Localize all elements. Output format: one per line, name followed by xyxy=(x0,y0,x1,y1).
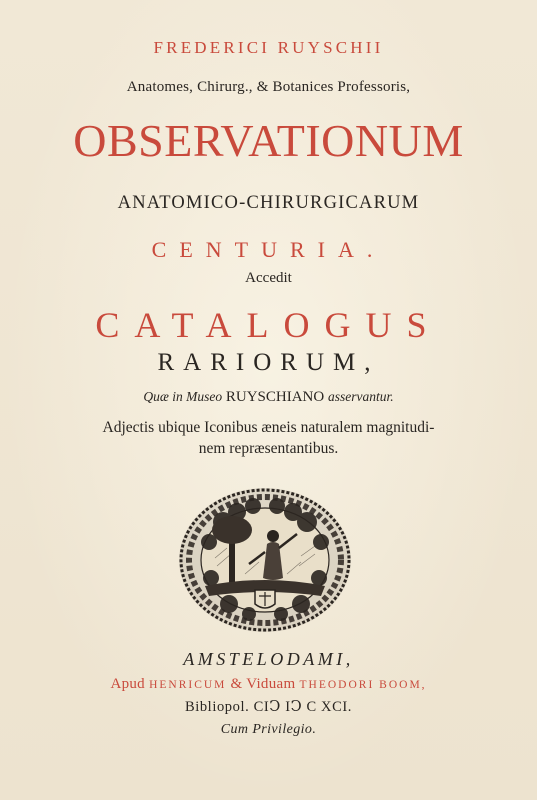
imprint-and-widow: & Viduam xyxy=(230,676,296,692)
imprint-publisher-2: THEODORI BOOM, xyxy=(299,679,427,691)
imprint-publishers xyxy=(0,676,537,693)
main-subtitle: ANATOMICO-CHIRURGICARUM xyxy=(117,193,420,213)
imprint-publisher-1: HENRICUM xyxy=(149,679,227,691)
museum-line-name: RUYSCHIANO xyxy=(225,389,325,405)
author-name: FREDERICI RUYSCHII xyxy=(153,38,384,57)
author-professorship: Anatomes, Chirurg., & Botanices Professoris, xyxy=(126,79,411,95)
imprint-apud: Apud xyxy=(110,676,145,692)
accedit-line: Accedit xyxy=(245,270,292,286)
museum-line-prefix: Quæ in Museo xyxy=(143,389,223,404)
printers-device-vignette-icon xyxy=(175,478,355,636)
imprint-bibliopol-date: Bibliopol. CIↃ IↃ C XCI. xyxy=(184,699,353,715)
centuria-heading: CENTURIA. xyxy=(151,237,386,262)
museum-line-suffix: asservantur. xyxy=(327,389,394,404)
rariorum-heading: RARIORUM, xyxy=(157,349,380,376)
museum-line xyxy=(0,389,537,406)
main-title: OBSERVATIONUM xyxy=(73,115,464,166)
catalogus-heading: CATALOGUS xyxy=(95,305,442,345)
imprint-privilege: Cum Privilegio. xyxy=(220,722,317,737)
imprint-city: AMSTELODAMI, xyxy=(183,649,354,669)
illustrations-note-line2: nem repræsentantibus. xyxy=(198,440,339,457)
illustrations-note-line1: Adjectis ubique Iconibus æneis naturalem magnitudi- xyxy=(102,419,435,436)
